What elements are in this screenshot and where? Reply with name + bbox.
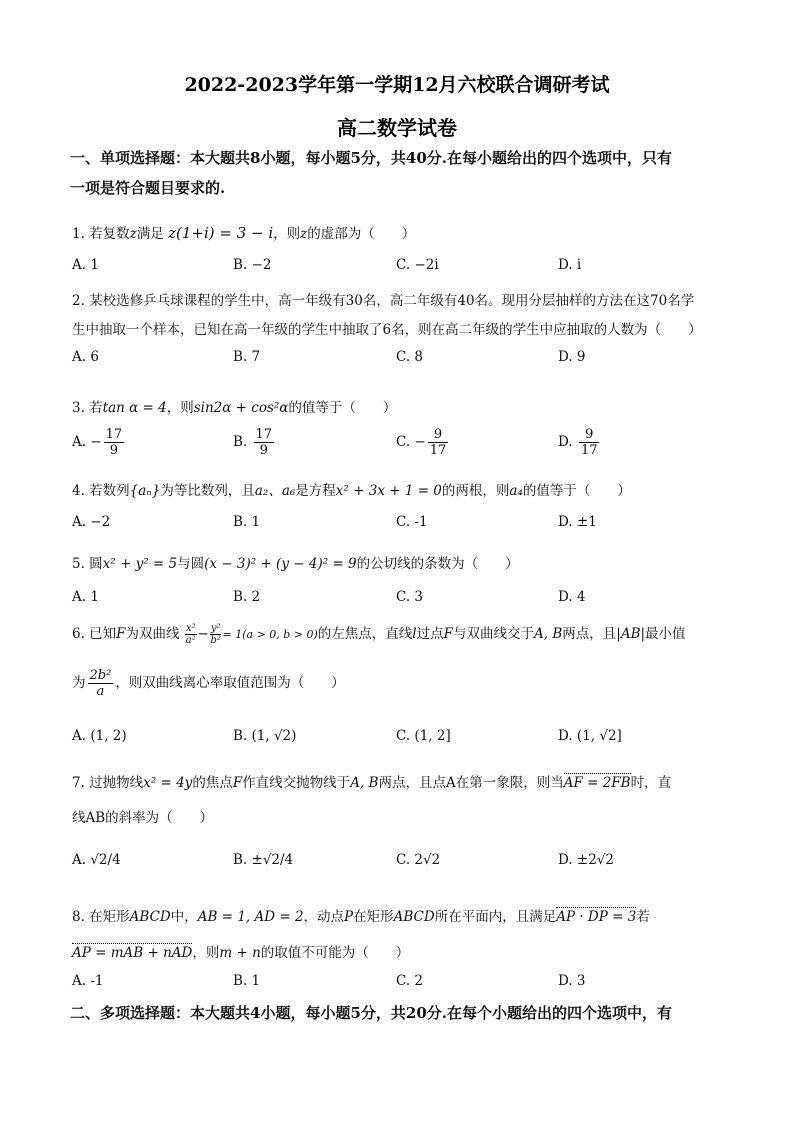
q8-option-a: A. -1 (72, 973, 104, 989)
q4-option-a: A. −2 (72, 514, 111, 530)
q8-option-b: B. 1 (233, 973, 261, 989)
question-5: 5. 圆x² + y² = 5与圆(x − 3)² + (y − 4)² = 9的公切线的条数为（ ） (72, 556, 519, 572)
q7-option-c: C. 2√2 (396, 852, 441, 868)
q2-option-c: C. 8 (396, 349, 424, 365)
q5-option-c: C. 3 (396, 589, 424, 605)
exam-subtitle: 高二数学试卷 (337, 116, 457, 140)
q7-option-b: B. ±√2/4 (233, 852, 294, 868)
question-4: 4. 若数列{aₙ}为等比数列，且a₂、a₆是方程x² + 3x + 1 = 0的两根，则a₄的值等于（ ） (72, 483, 631, 499)
q8-option-c: C. 2 (396, 973, 424, 989)
q2-option-b: B. 7 (233, 349, 261, 365)
section1-heading: 一、单项选择题：本大题共8小题，每小题5分，共40分.在每小题给出的四个选项中，只有 一项是符合题目要求的. (70, 149, 672, 197)
question-8-line1: 8. 在矩形ABCD中，AB = 1, AD = 2，动点P在矩形ABCD所在平面内，且满足AP · DP = 3若 (72, 909, 650, 925)
q3-option-c: C. − $\frac{9}{17}$ (396, 427, 447, 458)
q5-option-b: B. 2 (233, 589, 261, 605)
q6-option-d: D. (1, √2] (558, 728, 622, 744)
q1-option-a: A. 1 (72, 257, 99, 273)
question-6-line2: 为 $\frac{\text{2b²}}{a}$ ，则双曲线离心率取值范围为（ ） (72, 668, 345, 699)
question-7-line2: 线AB的斜率为（ ） (72, 810, 214, 826)
q2-option-d: D. 9 (558, 349, 586, 365)
q2-option-a: A. 6 (72, 349, 99, 365)
q4-option-d: D. ±1 (558, 514, 597, 530)
question-2-line2: 生中抽取一个样本，已知在高一年级的学生中抽取了6名，则在高二年级的学生中应抽取的人数为（ ） (72, 322, 702, 338)
q4-option-b: B. 1 (233, 514, 261, 530)
question-8-line2: AP = mAB + nAD，则m + n的取值不可能为（ ） (72, 945, 410, 961)
q7-option-a: A. √2/4 (72, 852, 121, 868)
question-7-line1: 7. 过抛物线x² = 4y的焦点F作直线交抛物线于A, B两点，且点A在第一象限，则当AF = 2FB时，直 (72, 775, 672, 791)
q7-option-d: D. ±2√2 (558, 852, 615, 868)
q1-option-b: B. −2 (233, 257, 272, 273)
question-1: 1. 若复数z满足 z(1+i) = 3 − i，则z的虚部为（ ） (72, 224, 416, 242)
question-3: 3. 若tan α = 4，则sin2α + cos²α的值等于（ ） (72, 400, 397, 416)
q3-option-b: B. $\frac{17}{9}$ (233, 427, 273, 458)
q6-option-a: A. (1, 2) (72, 728, 127, 744)
q5-option-a: A. 1 (72, 589, 99, 605)
q5-option-d: D. 4 (558, 589, 586, 605)
exam-title: 2022-2023学年第一学期12月六校联合调研考试 (184, 74, 610, 96)
section2-heading: 二、多项选择题：本大题共4小题，每小题5分，共20分.在每个小题给出的四个选项中，有 (70, 1004, 672, 1022)
question-6-line1: 6. 已知F为双曲线 $\frac{\text{x²}}{\text{a²}}-$ $\frac{\text{y²}}{\text{b²}}= 1(a > 0$, b > 0)的左焦点，直线l过点F与双曲线交于A, B两点，且|AB|最小值 (72, 623, 686, 646)
question-2-line1: 2. 某校选修乒乓球课程的学生中，高一年级有30名，高二年级有40名。现用分层抽样的方法在这70名学 (72, 293, 695, 309)
q4-option-c: C. -1 (396, 514, 428, 530)
q1-option-d: D. i (558, 257, 582, 273)
q8-option-d: D. 3 (558, 973, 586, 989)
q3-option-d: D. $\frac{9}{17}$ (558, 427, 598, 458)
q6-option-c: C. (1, 2] (396, 728, 451, 744)
q1-option-c: C. −2i (396, 257, 439, 273)
q6-option-b: B. (1, √2) (233, 728, 297, 744)
q3-option-a: A. − $\frac{17}{9}$ (72, 427, 123, 458)
